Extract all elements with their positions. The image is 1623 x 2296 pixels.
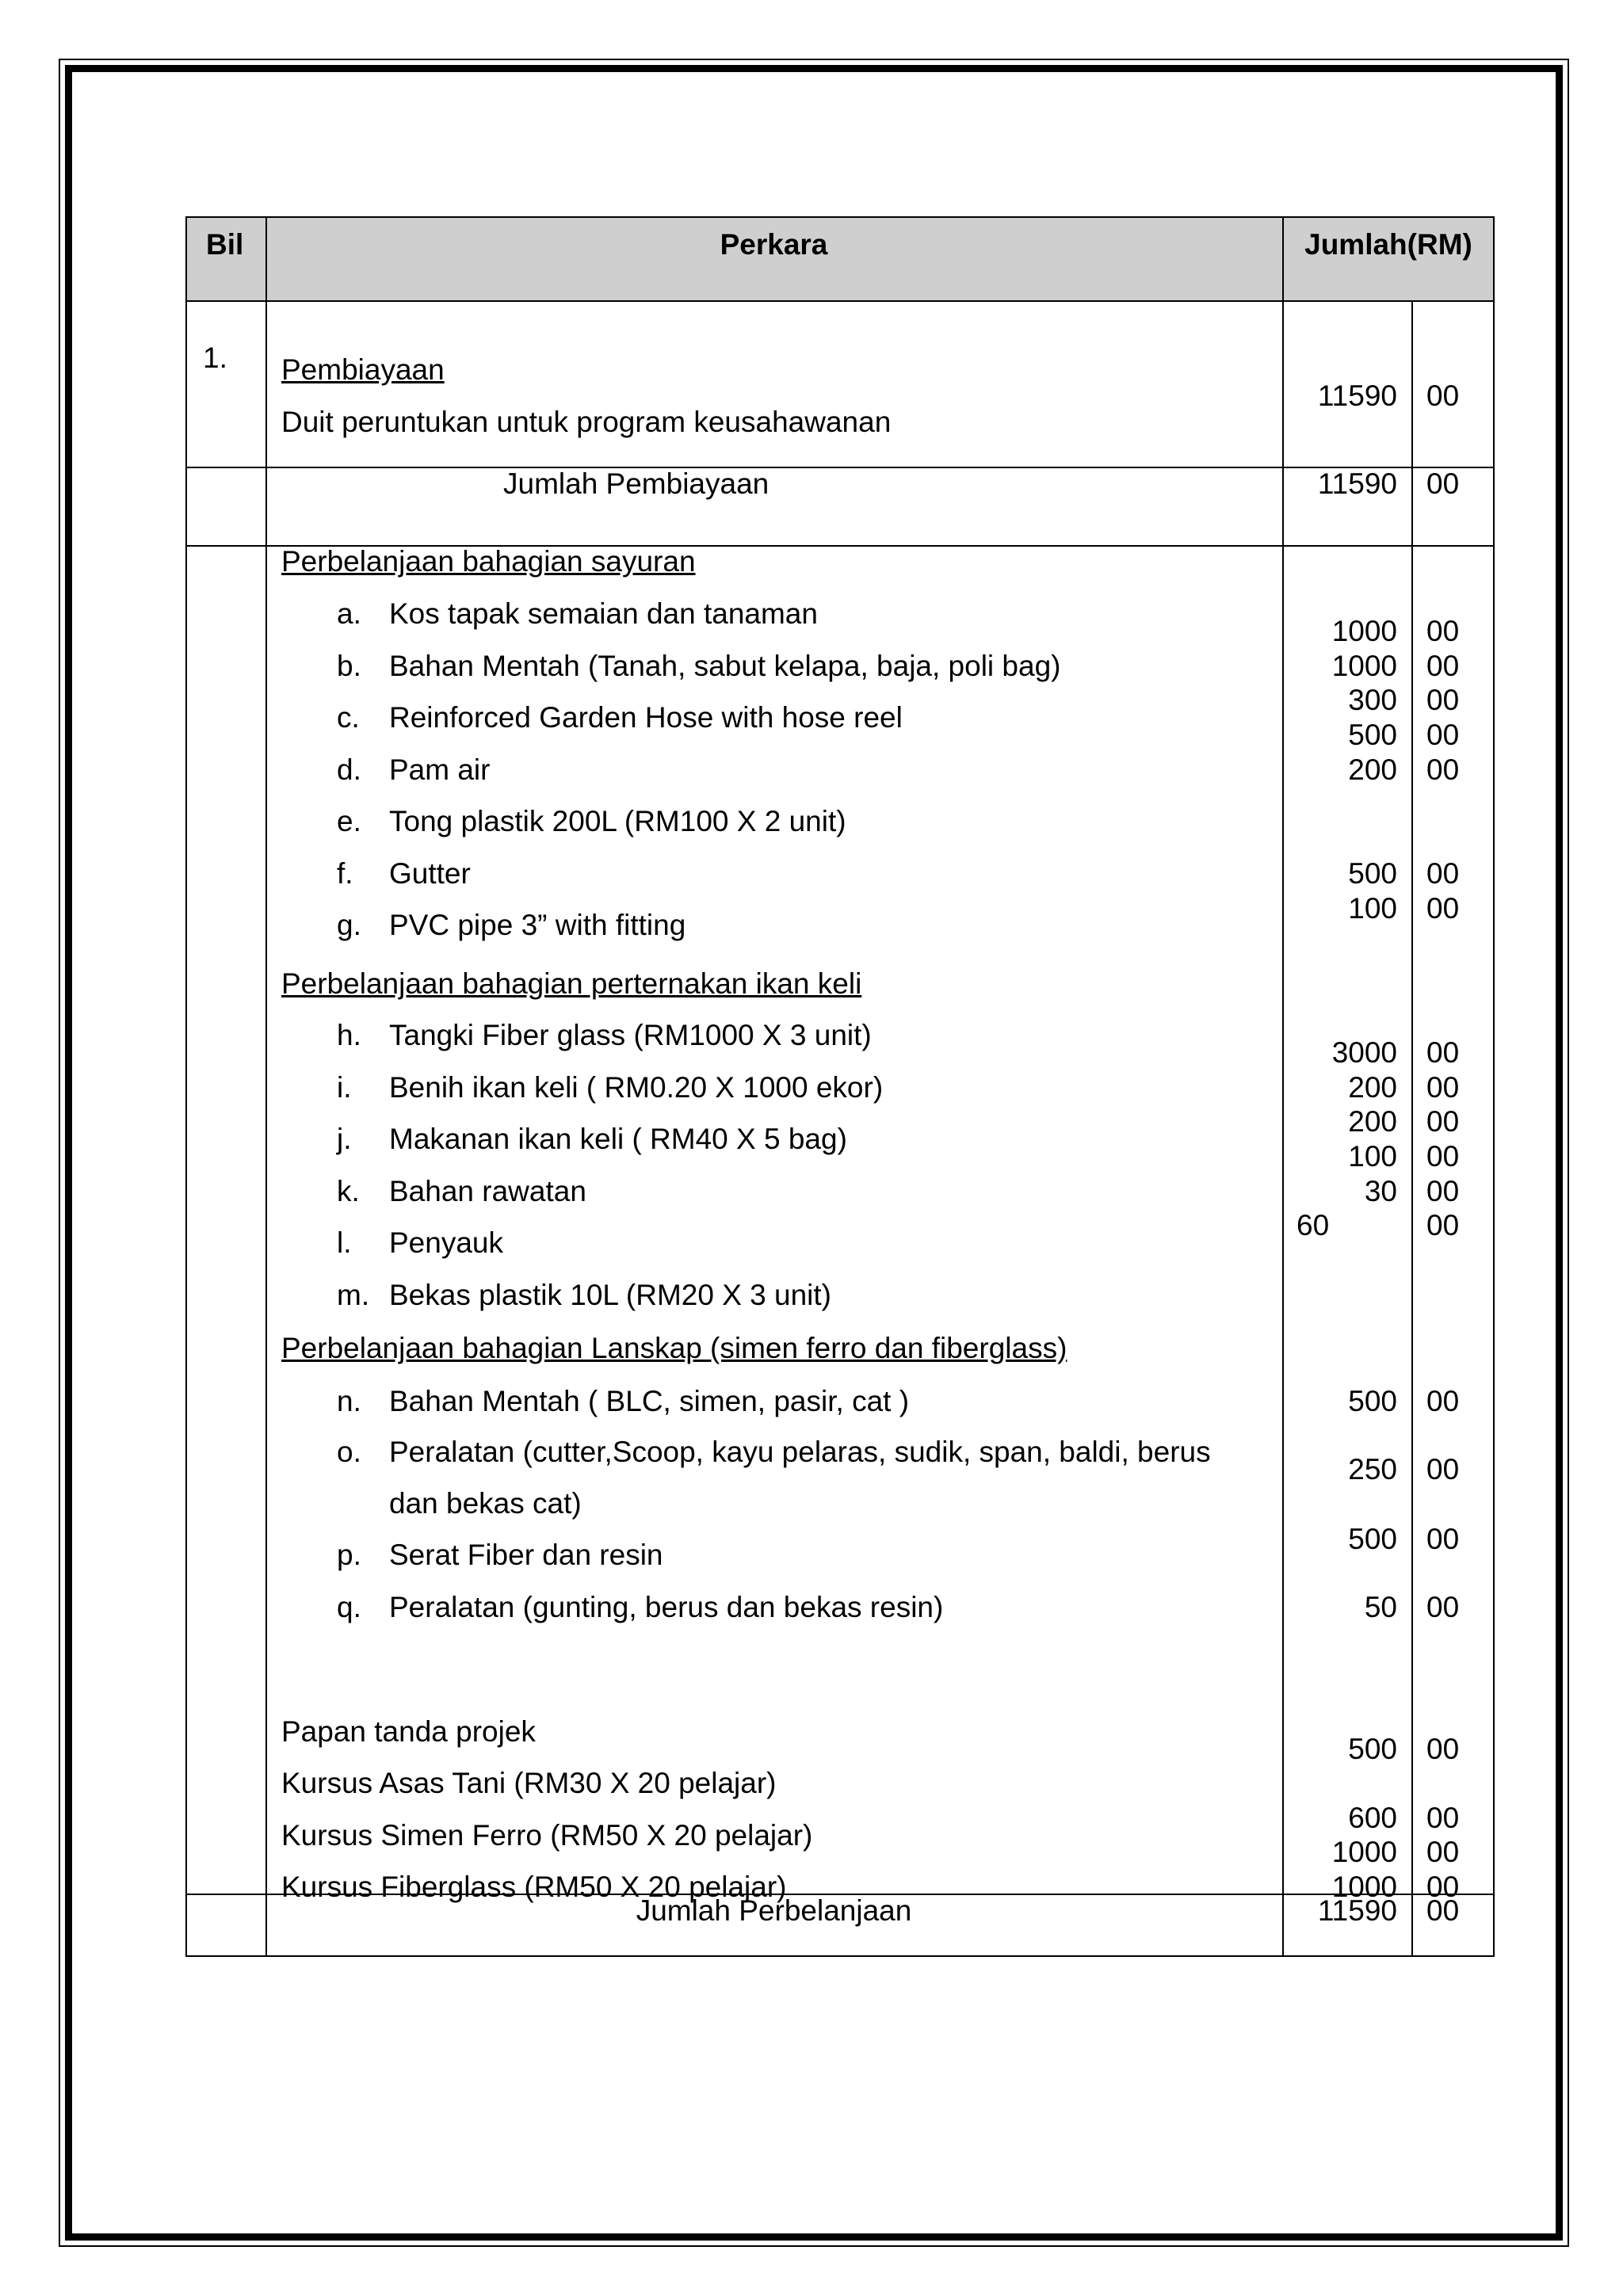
item-letter: a. [337, 597, 361, 630]
amount-cents: 00 [1426, 719, 1460, 751]
amount-cents: 00 [1426, 615, 1460, 647]
amount-value: 500 [1348, 857, 1397, 890]
item-text: Reinforced Garden Hose with hose reel [389, 701, 903, 734]
item-letter: m. [337, 1279, 370, 1311]
table-line [1282, 216, 1284, 1957]
item-text: Gutter [389, 857, 471, 890]
section-heading-lanskap: Perbelanjaan bahagian Lanskap (simen ferro dan fiberglass) [281, 1332, 1067, 1364]
amount-cents: 00 [1426, 1802, 1460, 1834]
amount-value: 1000 [1331, 1871, 1397, 1903]
item-letter: l. [337, 1226, 352, 1259]
budget-table [185, 216, 1495, 1959]
item-letter: i. [337, 1071, 352, 1104]
item-letter: d. [337, 753, 361, 786]
amount-value: 600 [1348, 1802, 1397, 1834]
table-line [185, 1955, 1495, 1957]
row-number: 1. [203, 341, 227, 374]
table-line [185, 300, 1495, 302]
amount-value: 250 [1348, 1453, 1397, 1486]
item-text: Bekas plastik 10L (RM20 X 3 unit) [389, 1279, 831, 1311]
amount-value: 500 [1348, 719, 1397, 751]
amount-value: 200 [1348, 1105, 1397, 1138]
item-text: Tangki Fiber glass (RM1000 X 3 unit) [389, 1019, 872, 1051]
table-line [185, 216, 187, 1957]
total-pembiayaan-cents: 00 [1426, 467, 1460, 500]
amount-value: 3000 [1331, 1036, 1397, 1069]
item-text: Benih ikan keli ( RM0.20 X 1000 ekor) [389, 1071, 884, 1104]
amount-cents: 00 [1426, 1105, 1460, 1138]
amount-cents: 00 [1426, 857, 1460, 890]
amount-value: 200 [1348, 1071, 1397, 1104]
amount-cents: 00 [1426, 1453, 1460, 1486]
amount-cents: 00 [1426, 1209, 1460, 1241]
amount-value: 1000 [1331, 1836, 1397, 1868]
item-text: dan bekas cat) [389, 1487, 582, 1520]
item-letter: f. [337, 857, 353, 890]
total-perbelanjaan-label: Jumlah Perbelanjaan [636, 1894, 912, 1927]
amount-cents: 00 [1426, 379, 1460, 412]
item-text: Kursus Fiberglass (RM50 X 20 pelajar) [281, 1871, 787, 1903]
amount-cents: 00 [1426, 1871, 1460, 1903]
item-text: Penyauk [389, 1226, 503, 1259]
item-letter: g. [337, 909, 361, 941]
item-text: Bahan rawatan [389, 1175, 586, 1207]
amount-cents: 00 [1426, 1036, 1460, 1069]
item-letter: c. [337, 701, 360, 734]
amount-value: 11590 [1317, 379, 1397, 412]
amount-cents: 00 [1426, 1836, 1460, 1868]
total-perbelanjaan-amount: 11590 [1317, 1894, 1397, 1927]
item-text: Serat Fiber dan resin [389, 1539, 663, 1571]
amount-cents: 00 [1426, 1733, 1460, 1765]
amount-value: 500 [1348, 1385, 1397, 1417]
amount-value: 100 [1348, 1140, 1397, 1173]
table-line [1411, 300, 1413, 1957]
item-text: Papan tanda projek [281, 1715, 536, 1748]
amount-value: 500 [1348, 1733, 1397, 1765]
amount-value: 30 [1364, 1175, 1397, 1207]
amount-cents: 00 [1426, 1071, 1460, 1104]
item-text: Peralatan (gunting, berus dan bekas resin) [389, 1591, 944, 1623]
amount-cents: 00 [1426, 1385, 1460, 1417]
item-letter: b. [337, 650, 361, 682]
amount-value: 60 [1296, 1209, 1330, 1241]
amount-cents: 00 [1426, 1523, 1460, 1555]
item-letter: j. [337, 1123, 352, 1155]
amount-cents: 00 [1426, 1591, 1460, 1623]
section-desc: Duit peruntukan untuk program keusahawanan [281, 406, 892, 438]
item-letter: e. [337, 805, 361, 837]
amount-value: 200 [1348, 753, 1397, 786]
item-letter: k. [337, 1175, 360, 1207]
table-line [185, 467, 1495, 468]
header-perkara: Perkara [720, 228, 828, 261]
header-jumlah: Jumlah(RM) [1304, 228, 1472, 261]
item-letter: q. [337, 1591, 361, 1623]
amount-cents: 00 [1426, 650, 1460, 682]
header-bil: Bil [206, 228, 244, 261]
item-letter: o. [337, 1436, 361, 1468]
total-perbelanjaan-cents: 00 [1426, 1894, 1460, 1927]
section-title: Pembiayaan [281, 353, 445, 386]
amount-value: 500 [1348, 1523, 1397, 1555]
amount-cents: 00 [1426, 892, 1460, 925]
item-text: Kursus Asas Tani (RM30 X 20 pelajar) [281, 1767, 777, 1799]
item-text: Makanan ikan keli ( RM40 X 5 bag) [389, 1123, 847, 1155]
item-text: Bahan Mentah (Tanah, sabut kelapa, baja, poli bag) [389, 650, 1061, 682]
item-text: Kursus Simen Ferro (RM50 X 20 pelajar) [281, 1819, 813, 1852]
amount-cents: 00 [1426, 1140, 1460, 1173]
item-text: PVC pipe 3” with fitting [389, 909, 686, 941]
amount-cents: 00 [1426, 1175, 1460, 1207]
amount-cents: 00 [1426, 753, 1460, 786]
amount-value: 50 [1364, 1591, 1397, 1623]
amount-value: 300 [1348, 684, 1397, 716]
item-letter: n. [337, 1385, 361, 1417]
table-line [1493, 216, 1495, 1957]
item-text: Pam air [389, 753, 491, 786]
table-line [185, 216, 1495, 218]
amount-value: 1000 [1331, 615, 1397, 647]
item-text: Bahan Mentah ( BLC, simen, pasir, cat ) [389, 1385, 910, 1417]
item-text: Kos tapak semaian dan tanaman [389, 597, 818, 630]
amount-value: 100 [1348, 892, 1397, 925]
total-pembiayaan-label: Jumlah Pembiayaan [503, 467, 769, 500]
total-pembiayaan-amount: 11590 [1317, 467, 1397, 500]
item-letter: p. [337, 1539, 361, 1571]
amount-cents: 00 [1426, 684, 1460, 716]
item-text: Tong plastik 200L (RM100 X 2 unit) [389, 805, 846, 837]
item-letter: h. [337, 1019, 361, 1051]
section-heading-ikan: Perbelanjaan bahagian perternakan ikan keli [281, 967, 862, 1000]
amount-value: 1000 [1331, 650, 1397, 682]
table-line [265, 216, 267, 1957]
section-heading-sayuran: Perbelanjaan bahagian sayuran [281, 545, 696, 578]
item-text: Peralatan (cutter,Scoop, kayu pelaras, sudik, span, baldi, berus [389, 1436, 1211, 1468]
